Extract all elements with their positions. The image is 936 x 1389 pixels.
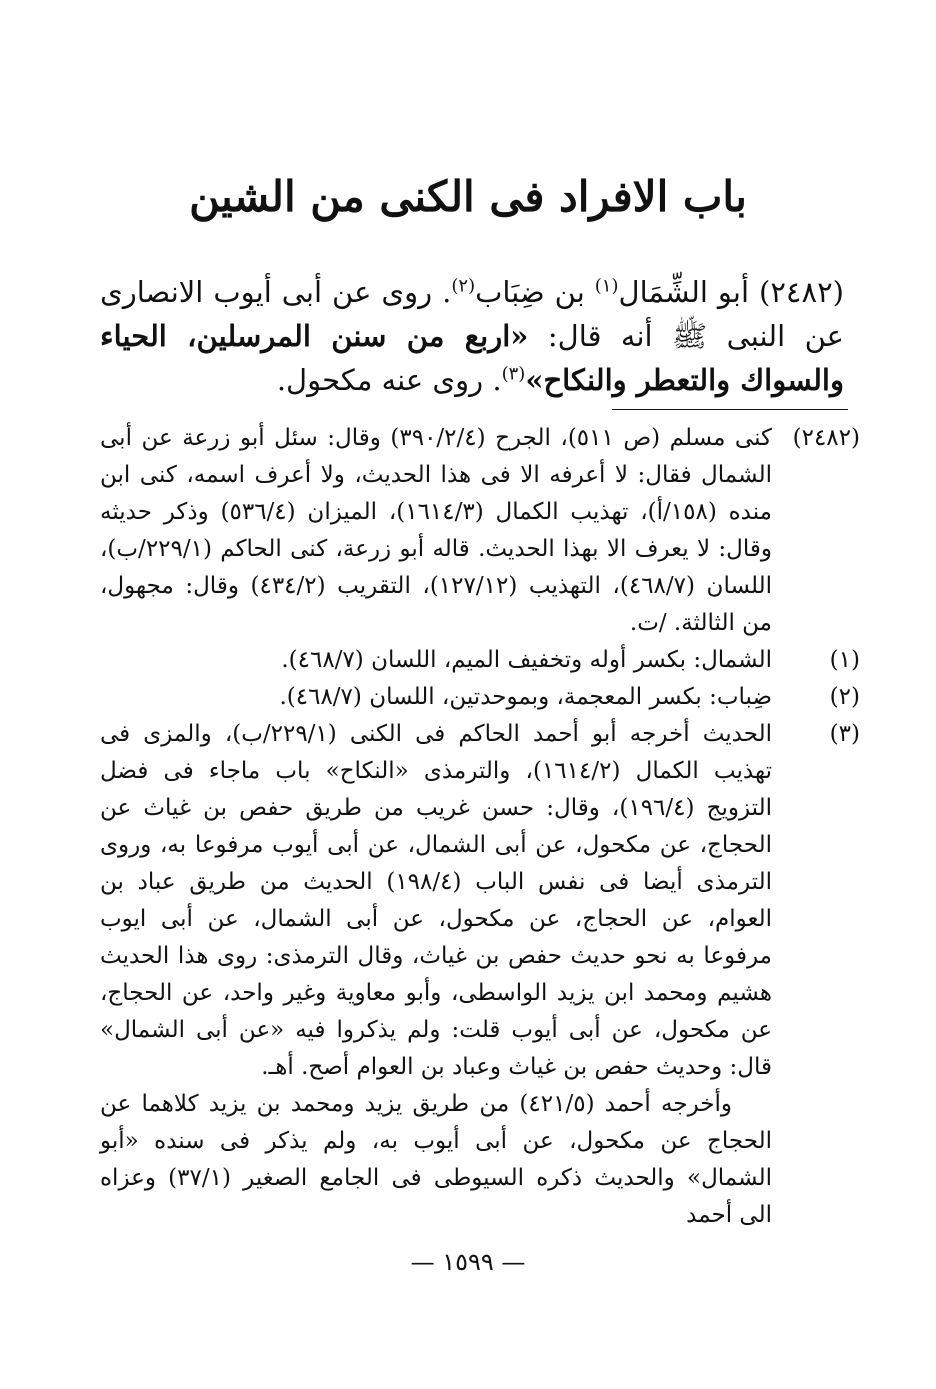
entry-text-1: (٢٤٨٢) أبو الشِّمَال [618,275,844,309]
footnote-item [100,679,860,716]
footnote-ref-2: (٢) [451,275,476,297]
footnote-text: الحديث أخرجه أبو أحمد الحاكم فى الكنى (٢٢٩/١/ب)، والمزى فى تهذيب الكمال (١٦١٤/٢)، والترمذى «النكاح» باب ماجاء فى فضل التزويج (١٩٦/٤)، وقال: حسن غريب من طريق حفص بن غياث عن الحجاج، عن مكحول، عن أبى الشمال، عن أبى أيوب مرفوعا به، وروى الترمذى أيضا فى نفس الباب (١٩٨/٤) الحديث من طريق عباد بن العوام، عن الحجاج، عن مكحول، عن أبى الشمال، عن أبى ايوب مرفوعا به نحو حديث حفص بن غياث، وقال الترمذى: روى هذا الحديث هشيم ومحمد ابن يزيد الواسطى، وأبو معاوية وغير واحد، عن الحجاج، عن مكحول، عن أبى أيوب قلت: ولم يذكروا فيه «عن أبى الشمال» قال: وحديث حفص بن غياث وعباد بن العوام أصح. أهـ. [100,721,773,1080]
footnotes [100,420,860,1234]
footnote-item [100,420,860,642]
footnote-number: (٢) [829,684,860,710]
footnote-item [100,716,860,1086]
footnote-number: (١) [829,647,860,673]
footnote-divider [612,409,848,410]
footnote-text: ضِباب: بكسر المعجمة، وبموحدتين، اللسان (٤٦٨/٧). [279,684,772,710]
footnote-text: الشمال: بكسر أوله وتخفيف الميم، اللسان (٤٦٨/٧). [281,647,772,673]
footnote-item [100,642,860,679]
footnote-ref-3: (٣) [501,363,526,385]
footnote-continuation: وأخرجه أحمد (٤٢١/٥) من طريق يزيد ومحمد بن يزيد كلاهما عن الحجاج عن مكحول، عن أبى أيوب به، ولم يذكر فى سنده «أبو الشمال» والحديث ذكره السيوطى فى الجامع الصغير (٣٧/١) وعزاه الى أحمد [100,1091,773,1228]
footnote-ref-1: (١) [594,275,619,297]
entry-text-3: . روى عن أبى أيوب الانصارى عن النبى ﷺ أنه قال: [100,275,844,353]
entry-text-4: . روى عنه مكحول. [276,363,502,397]
hadith-quote: «اربع من سنن المرسلين، الحياء والسواك والتعطر والنكاح» [100,319,844,397]
footnote-text: كنى مسلم (ص ٥١١)، الجرح (٣٩٠/٢/٤) وقال: سئل أبو زرعة عن أبى الشمال فقال: لا أعرفه الا فى هذا الحديث، ولا أعرف اسمه، كنى ابن منده (١٥٨/أ)، تهذيب الكمال (١٦١٤/٣)، الميزان (٥٣٦/٤) وذكر حديثه وقال: لا يعرف الا بهذا الحديث. قاله أبو زرعة، كنى الحاكم (٢٢٩/١/ب)، اللسان (٤٦٨/٧)، التهذيب (١٢٧/١٢)، التقريب (٤٣٤/٢) وقال: مجهول، من الثالثة. /ت. [100,425,772,636]
footnote-number: (٢٤٨٢) [792,425,860,451]
page-number: — ١٥٩٩ — [410,1248,526,1276]
hadith-entry [100,270,844,402]
chapter-title: باب الافراد فى الكنى من الشين [189,172,747,221]
footnote-number: (٣) [829,721,860,747]
entry-text-2: بن ضِبَاب [475,275,595,309]
